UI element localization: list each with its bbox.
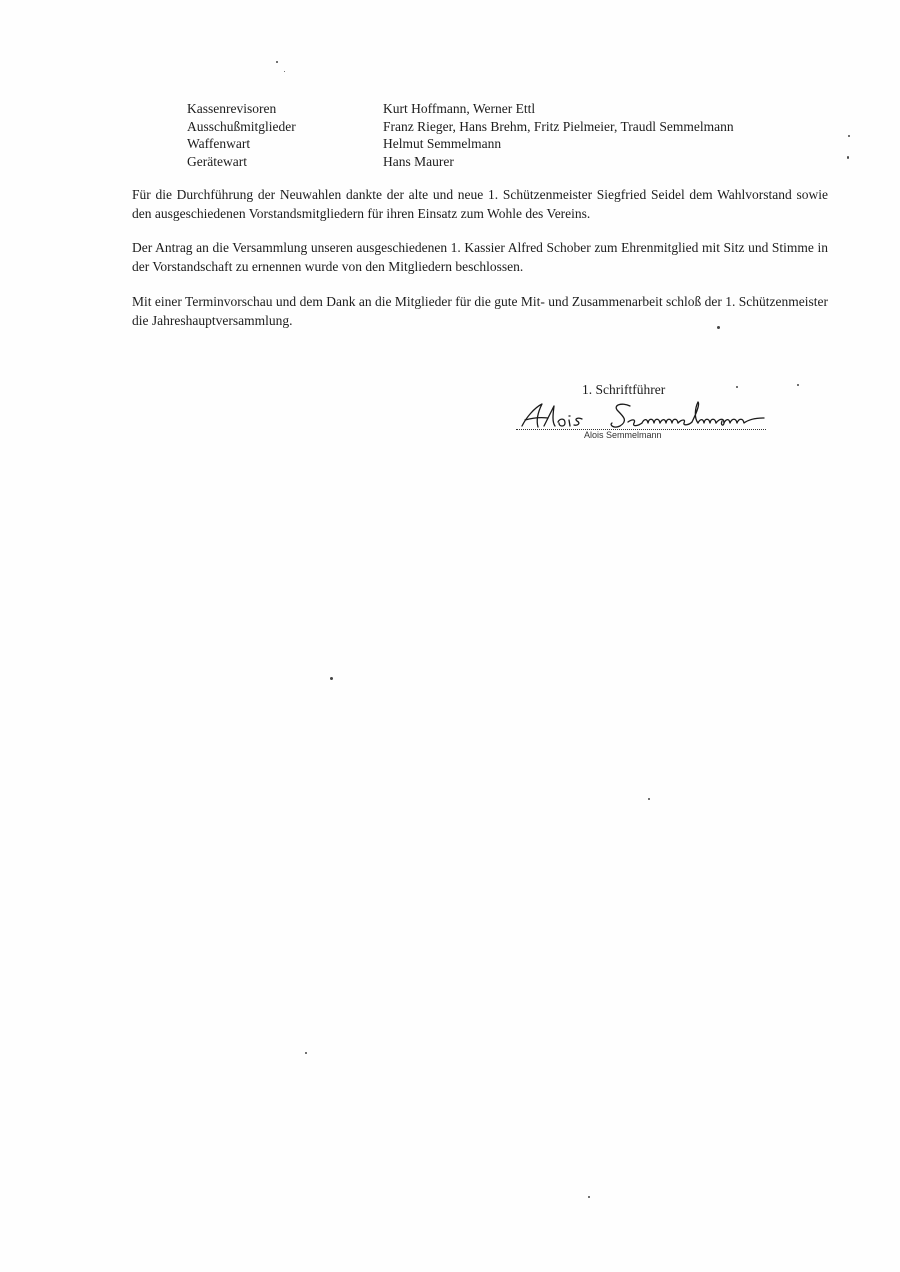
- scan-speck: [847, 156, 849, 159]
- role-title: Gerätewart: [187, 153, 247, 169]
- scan-speck: [276, 61, 278, 63]
- scan-speck: [648, 798, 650, 800]
- role-title: Waffenwart: [187, 136, 251, 151]
- signatory-role: 1. Schriftführer: [582, 382, 666, 397]
- board-roles-list: [187, 100, 827, 170]
- scan-speck: [284, 71, 285, 72]
- paragraph-closing: Mit einer Terminvorschau und dem Dank an die Mitglieder für die gute Mit- und Zusammenarbeit schloß der 1. Schützenmeister die Jahreshauptversammlung.: [132, 294, 828, 328]
- role-title: Kassenrevisoren: [187, 101, 277, 116]
- role-names: Hans Maurer: [383, 153, 454, 169]
- scan-speck: [736, 386, 738, 388]
- role-names: Kurt Hoffmann, Werner Ettl: [383, 101, 536, 116]
- role-row: [187, 118, 827, 136]
- role-row: [187, 135, 827, 153]
- signatory-printed-name: Alois Semmelmann: [584, 430, 662, 440]
- scan-speck: [797, 384, 799, 386]
- role-title: Ausschußmitglieder: [187, 118, 296, 134]
- paragraph-honorary-member: Der Antrag an die Versammlung unseren ausgeschiedenen 1. Kassier Alfred Schober zum Ehrenmitglied mit Sitz und Stimme in der Vorstandschaft zu ernennen wurde von den Mitgliedern beschlossen.: [132, 240, 828, 274]
- scan-speck: [588, 1196, 590, 1198]
- paragraph-thanks: Für die Durchführung der Neuwahlen dankte der alte und neue 1. Schützenmeister Siegfried Seidel dem Wahlvorstand sowie den ausgeschiedenen Vorstandsmitgliedern für ihren Einsatz zum Wohle des Vereins.: [132, 187, 828, 221]
- scan-speck: [717, 326, 720, 329]
- scan-speck: [330, 677, 333, 680]
- scan-speck: [305, 1052, 307, 1054]
- role-row: [187, 153, 827, 171]
- role-row: [187, 100, 827, 118]
- role-names: Franz Rieger, Hans Brehm, Fritz Pielmeier, Traudl Semmelmann: [383, 118, 734, 134]
- role-names: Helmut Semmelmann: [383, 136, 502, 151]
- scan-speck: [848, 135, 850, 137]
